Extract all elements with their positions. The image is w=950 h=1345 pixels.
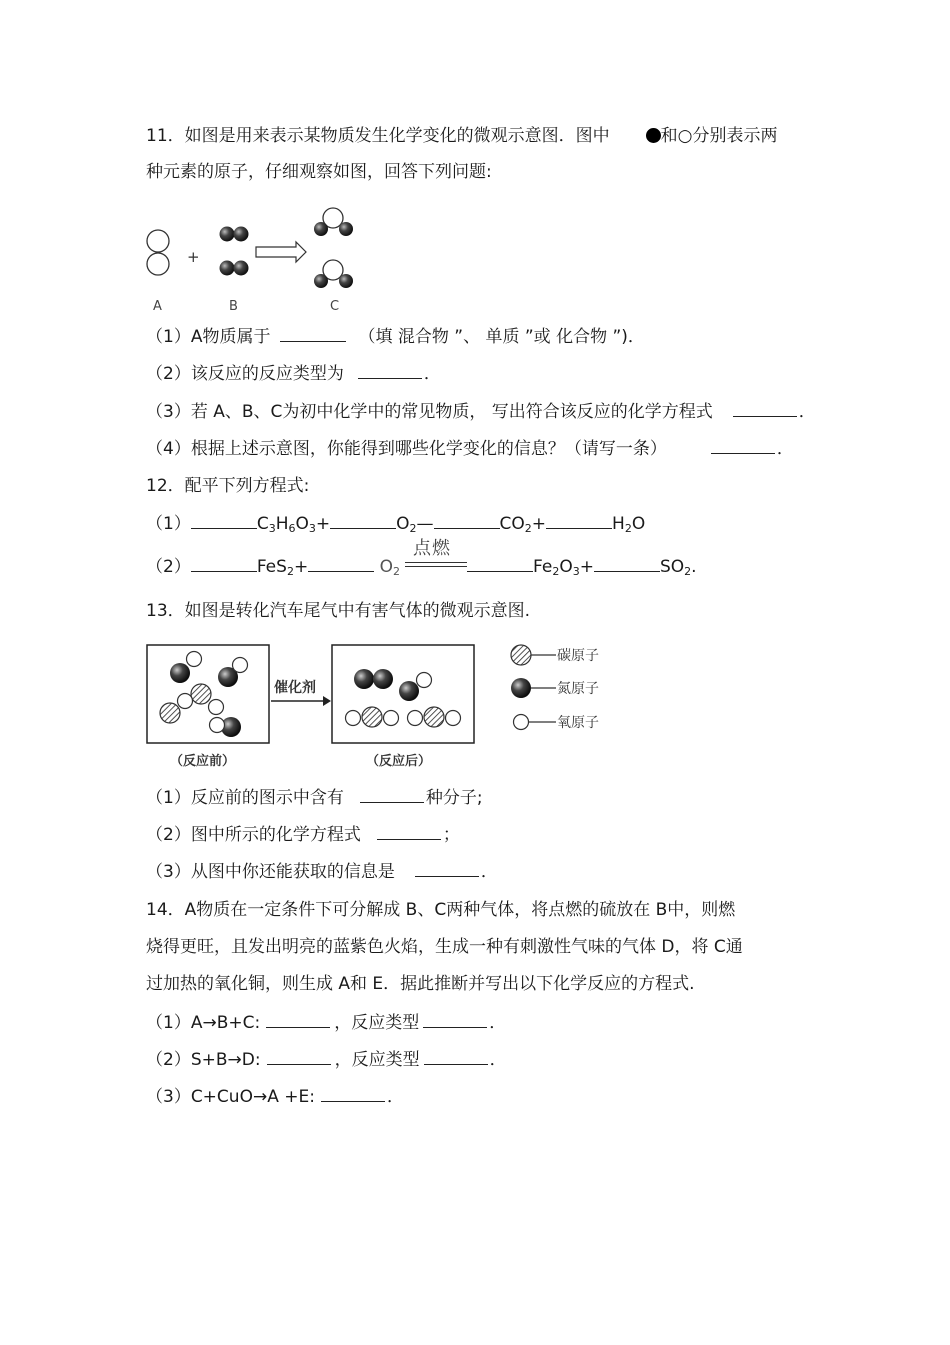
answer-blank[interactable] xyxy=(358,362,422,379)
answer-blank[interactable] xyxy=(191,555,257,572)
answer-blank[interactable] xyxy=(360,786,424,803)
q14-line3: 过加热的氧化铜，则生成 A和 E．据此推断并写出以下化学反应的方程式. xyxy=(146,974,695,994)
plus-sign: + xyxy=(187,248,200,266)
q12-title: 12．配平下列方程式: xyxy=(146,476,310,496)
molecule-a xyxy=(147,230,169,275)
q11-part3: （3）若 A、B、C为初中化学中的常见物质， 写出符合该反应的化学方程式 ． xyxy=(146,402,816,422)
q11-line2: 种元素的原子，仔细观察如图，回答下列问题: xyxy=(146,162,492,182)
condition-ignite: 点燃 xyxy=(413,538,451,559)
answer-blank[interactable] xyxy=(377,823,441,840)
caption-before: （反应前） xyxy=(170,754,236,769)
answer-blank[interactable] xyxy=(267,1048,331,1065)
q13-title: 13．如图是转化汽车尾气中有害气体的微观示意图. xyxy=(146,601,531,621)
q14-part3: （3）C+CuO→A +E: ． xyxy=(146,1087,404,1107)
q12-equation2: （2） $FeS_2+ O_2$ 点燃 $Fe_2O_3+ SO_2$. xyxy=(146,538,697,578)
label-c: C xyxy=(330,299,340,314)
q13-part3: （3）从图中你还能获取的信息是 ． xyxy=(146,862,498,882)
answer-blank[interactable] xyxy=(423,1011,487,1028)
answer-blank[interactable] xyxy=(191,512,257,529)
answer-blank[interactable] xyxy=(321,1085,385,1102)
oxygen-atom-icon xyxy=(514,715,529,730)
equation-bar xyxy=(405,562,467,563)
black-atom-icon xyxy=(646,128,661,143)
legend-oxygen: 氧原子 xyxy=(557,715,599,731)
q14-part2: （2）S+B→D: ，反应类型 ． xyxy=(146,1050,507,1070)
nitrogen-atom-icon xyxy=(511,678,531,698)
arrow-head-icon xyxy=(323,696,331,706)
answer-blank[interactable] xyxy=(415,860,479,877)
answer-blank[interactable] xyxy=(308,555,374,572)
legend xyxy=(511,645,599,731)
q11-text: 11．如图是用来表示某物质发生化学变化的微观示意图．图中 xyxy=(146,126,610,146)
label-b: B xyxy=(229,299,238,314)
q11-reaction-diagram xyxy=(140,200,370,315)
answer-blank[interactable] xyxy=(280,325,346,342)
answer-blank[interactable] xyxy=(266,1011,330,1028)
reaction-arrow-icon xyxy=(256,242,306,262)
molecule-c xyxy=(314,208,353,288)
q13-exhaust-diagram xyxy=(140,638,610,773)
q14-line2: 烧得更旺，且发出明亮的蓝紫色火焰，生成一种有刺激性气味的气体 D，将 C通 xyxy=(146,937,743,957)
q11-part2: （2）该反应的反应类型为 ． xyxy=(146,364,441,384)
q11-text: 和○分别表示两 xyxy=(660,126,778,146)
answer-blank[interactable] xyxy=(330,512,396,529)
equation-bar xyxy=(405,566,467,567)
q11-line1 xyxy=(146,125,777,147)
legend-carbon: 碳原子 xyxy=(557,648,599,664)
legend-nitrogen: 氮原子 xyxy=(557,681,599,697)
answer-blank[interactable] xyxy=(424,1048,488,1065)
q13-part1: （1）反应前的图示中含有 种分子; xyxy=(146,788,483,808)
answer-blank[interactable] xyxy=(467,555,533,572)
q13-part2: （2）图中所示的化学方程式 ； xyxy=(146,825,460,845)
molecule-b xyxy=(220,227,249,276)
label-a: A xyxy=(153,299,162,314)
answer-blank[interactable] xyxy=(594,555,660,572)
answer-blank[interactable] xyxy=(546,512,612,529)
catalyst-label: 催化剂 xyxy=(274,680,316,696)
answer-blank[interactable] xyxy=(434,512,500,529)
answer-blank[interactable] xyxy=(711,437,775,454)
q11-part1: （1）A物质属于 （填 混合物 ”、 单质 ”或 化合物 ”)． xyxy=(146,327,645,347)
q14-line1: 14．A物质在一定条件下可分解成 B、C两种气体，将点燃的硫放在 B中，则燃 xyxy=(146,900,736,920)
answer-blank[interactable] xyxy=(733,400,797,417)
carbon-atom-icon xyxy=(511,645,531,665)
q14-part1: （1）A→B+C: ，反应类型 ． xyxy=(146,1013,507,1033)
q12-equation1: （1） $C_3H_6O_3+$ $O_2—$ $CO_2+ H_2O$ xyxy=(146,514,646,535)
q11-part4: （4）根据上述示意图，你能得到哪些化学变化的信息？（请写一条） ． xyxy=(146,439,794,459)
reaction-condition xyxy=(405,538,467,572)
caption-after: （反应后） xyxy=(366,754,432,769)
